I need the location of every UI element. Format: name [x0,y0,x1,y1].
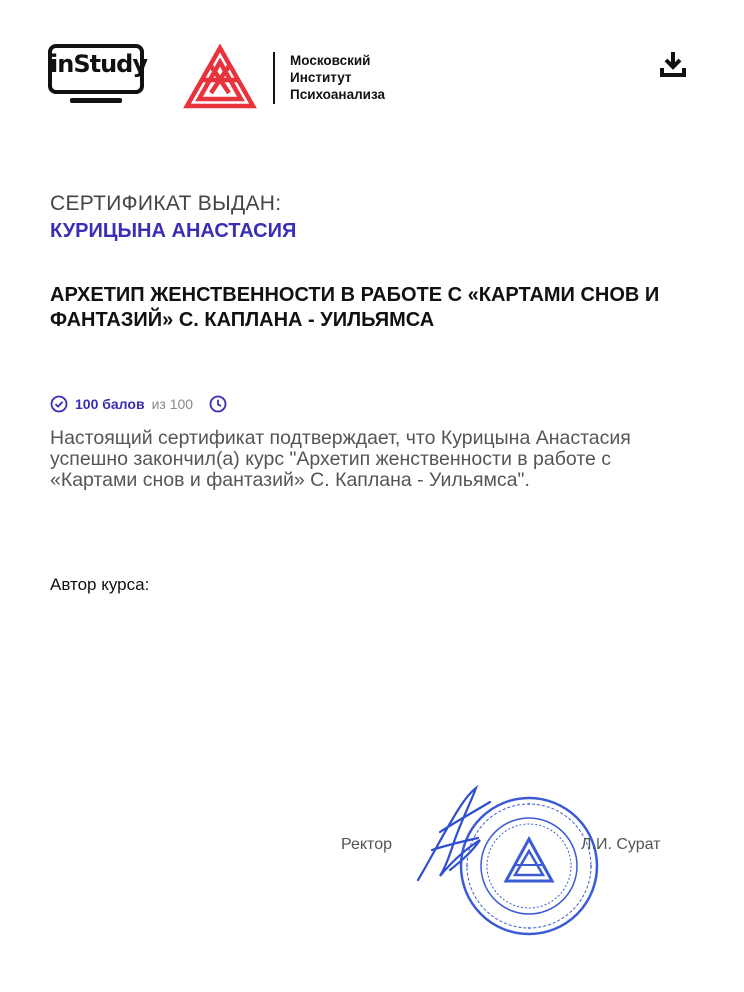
institute-name [290,52,385,103]
score-value: 100 балов [75,396,145,412]
rector-signature [410,780,500,890]
institute-line-2: Институт [290,70,352,85]
rector-label: Ректор [341,836,392,853]
course-title: АРХЕТИП ЖЕНСТВЕННОСТИ В РАБОТЕ С «КАРТАМИ СНОВ И ФАНТАЗИЙ» С. КАПЛАНА - УИЛЬЯМСА [50,284,660,331]
recipient-name: КУРИЦЫНА АНАСТАСИЯ [50,220,297,242]
instudy-logo [48,44,150,108]
author-label: Автор курса: [50,575,150,594]
score-row [50,394,234,414]
download-icon [658,49,688,79]
institute-line-3: Психоанализа [290,87,386,102]
issued-label: СЕРТИФИКАТ ВЫДАН: [50,192,282,215]
download-button[interactable] [658,49,688,79]
check-circle-icon [50,395,68,413]
clock-icon [209,395,227,413]
logo-stand [70,98,122,103]
institute-logo-icon [183,44,257,110]
institute-line-1: Московский [290,53,371,68]
header-divider [273,52,275,104]
logo-brand-text: inStudy [50,50,147,78]
score-max: из 100 [151,396,194,412]
certificate-description: Настоящий сертификат подтверждает, что Курицына Анастасия успешно закончил(а) курс "Архетип женственности в работе с «Картами снов и фантазий» С. Каплана - Уильямса". [50,427,631,491]
rector-name: Л.И. Сурат [581,836,661,853]
